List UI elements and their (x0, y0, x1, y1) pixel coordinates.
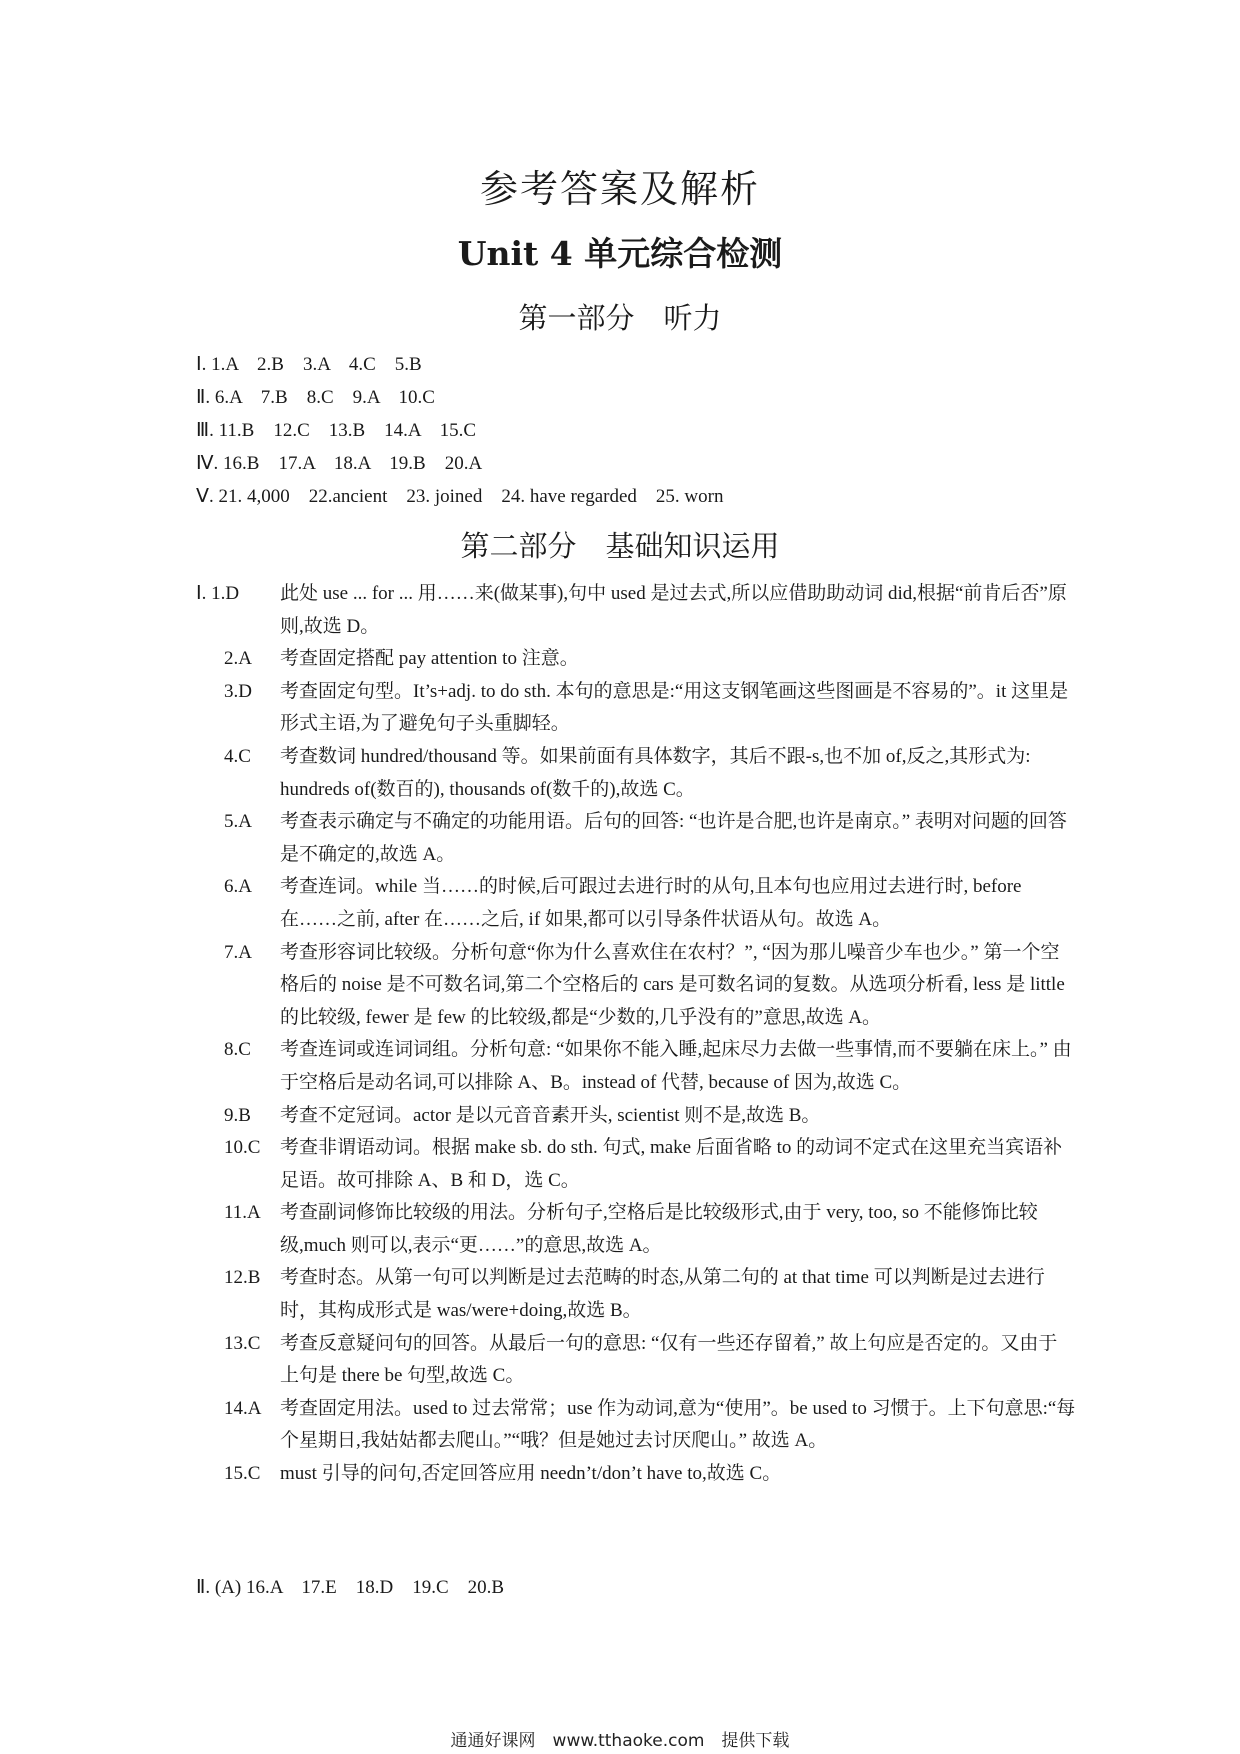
item-number: 8.C (224, 1039, 251, 1061)
item-number: 10.C (224, 1137, 261, 1159)
listening-answers (196, 348, 723, 513)
unit-title: Unit 4 单元综合检测 (457, 234, 783, 273)
item-text: 考查固定句型。It’s+adj. to do sth. 本句的意思是:“用这支钢笔画这些图画是不容易的”。it 这里是形式主语,为了避免句子头重脚轻。 (280, 680, 1069, 735)
item-text: 考查时态。从第一句可以判断是过去范畴的时态,从第二句的 at that time 可以判断是过去进行时，其构成形式是 was/were+doing,故选 B。 (280, 1267, 1045, 1322)
item-text: 考查表示确定与不确定的功能用语。后句的回答: “也许是合肥,也许是南京。” 表明对问题的回答是不确定的,故选 A。 (280, 811, 1067, 865)
item-text: 考查固定搭配 pay attention to 注意。 (280, 648, 579, 670)
explanation-item (196, 1132, 1076, 1197)
explanation-item (196, 1458, 1076, 1491)
answer-row: Ⅲ. 11.B 12.C 13.B 14.A 15.C (196, 420, 477, 441)
explanation-item (196, 1034, 1076, 1099)
explanation-item (196, 676, 1076, 741)
explanation-item (196, 741, 1076, 806)
item-number: 15.C (224, 1463, 261, 1485)
answer-row: Ⅱ. 6.A 7.B 8.C 9.A 10.C (196, 387, 435, 408)
item-text: 考查连词。while 当……的时候,后可跟过去进行时的从句,且本句也应用过去进行时, before 在……之前, after 在……之后, if 如果,都可以引导条件状语从句。故选 A。 (280, 876, 1022, 930)
item-number: 11.A (224, 1202, 261, 1224)
explanation-item (196, 1100, 1076, 1133)
item-number: 12.B (224, 1267, 261, 1289)
explanation-item (196, 1197, 1076, 1262)
explanation-item (196, 937, 1076, 1035)
explanation-list (196, 578, 1076, 1491)
answer-row: Ⅰ. 1.A 2.B 3.A 4.C 5.B (196, 354, 422, 375)
answer-row-section-ii: Ⅱ. (A) 16.A 17.E 18.D 19.C 20.B (196, 1577, 505, 1598)
section-heading-listening: 第一部分 听力 (518, 301, 722, 335)
explanation-item (196, 1328, 1076, 1393)
item-text: 考查反意疑问句的回答。从最后一句的意思: “仅有一些还存留着,” 故上句应是否定的。又由于上句是 there be 句型,故选 C。 (280, 1332, 1058, 1387)
item-number: 13.C (224, 1332, 261, 1354)
item-text: must 引导的问句,否定回答应用 needn’t/don’t have to,故选 C。 (280, 1463, 782, 1485)
item-text: 考查固定用法。used to 过去常常；use 作为动词,意为“使用”。be used to 习惯于。上下句意思:“每个星期日,我姑姑都去爬山。”“哦？但是她过去讨厌爬山。” 故选 A。 (280, 1397, 1076, 1452)
item-number: 2.A (224, 648, 252, 670)
item-number: 6.A (224, 876, 252, 898)
answer-row: Ⅴ. 21. 4,000 22.ancient 23. joined 24. have regarded 25. worn (196, 486, 724, 507)
item-text: 考查形容词比较级。分析句意“你为什么喜欢住在农村？”, “因为那儿噪音少车也少。” 第一个空格后的 noise 是不可数名词,第二个空格后的 cars 是可数名词的复数。从选项分析看, less 是 little 的比较级, fewer 是 few 的比较级,都是“少数的,几乎没有的”意思,故选 A。 (280, 941, 1065, 1028)
item-number: 4.C (224, 745, 251, 767)
answer-row: Ⅳ. 16.B 17.A 18.A 19.B 20.A (196, 453, 483, 474)
item-number: 7.A (224, 941, 252, 963)
item-text: 考查连词或连词词组。分析句意: “如果你不能入睡,起床尽力去做一些事情,而不要躺在床上。” 由于空格后是动名词,可以排除 A、B。instead of 代替, because of 因为,故选 C。 (280, 1039, 1072, 1093)
item-text: 考查副词修饰比较级的用法。分析句子,空格后是比较级形式,由于 very, too, so 不能修饰比较级,much 则可以,表示“更……”的意思,故选 A。 (280, 1202, 1038, 1256)
explanation-item (196, 1393, 1076, 1458)
item-number: Ⅰ. 1.D (196, 583, 240, 604)
item-number: 14.A (224, 1397, 262, 1419)
explanation-item (196, 806, 1076, 871)
item-number: 5.A (224, 811, 252, 833)
item-text: 考查数词 hundred/thousand 等。如果前面有具体数字，其后不跟-s,也不加 of,反之,其形式为: hundreds of(数百的), thousands of(数千的),故选 C。 (280, 745, 1031, 800)
footer-credit: 通通好课网 www.tthaoke.com 提供下载 (450, 1731, 790, 1751)
item-text: 考查非谓语动词。根据 make sb. do sth. 句式, make 后面省略 to 的动词不定式在这里充当宾语补足语。故可排除 A、B 和 D，选 C。 (280, 1137, 1063, 1191)
item-text: 考查不定冠词。actor 是以元音音素开头, scientist 则不是,故选 B。 (280, 1104, 821, 1126)
item-number: 3.D (224, 680, 252, 702)
explanation-item (196, 871, 1076, 936)
item-number: 9.B (224, 1104, 251, 1126)
explanation-item (196, 1262, 1076, 1327)
page-title: 参考答案及解析 (479, 167, 760, 211)
item-text: 此处 use ... for ... 用……来(做某事),句中 used 是过去式,所以应借助助动词 did,根据“前肯后否”原则,故选 D。 (280, 583, 1067, 637)
explanation-item (196, 578, 1076, 643)
explanation-item (196, 643, 1076, 676)
section-heading-basics: 第二部分 基础知识运用 (460, 529, 780, 563)
